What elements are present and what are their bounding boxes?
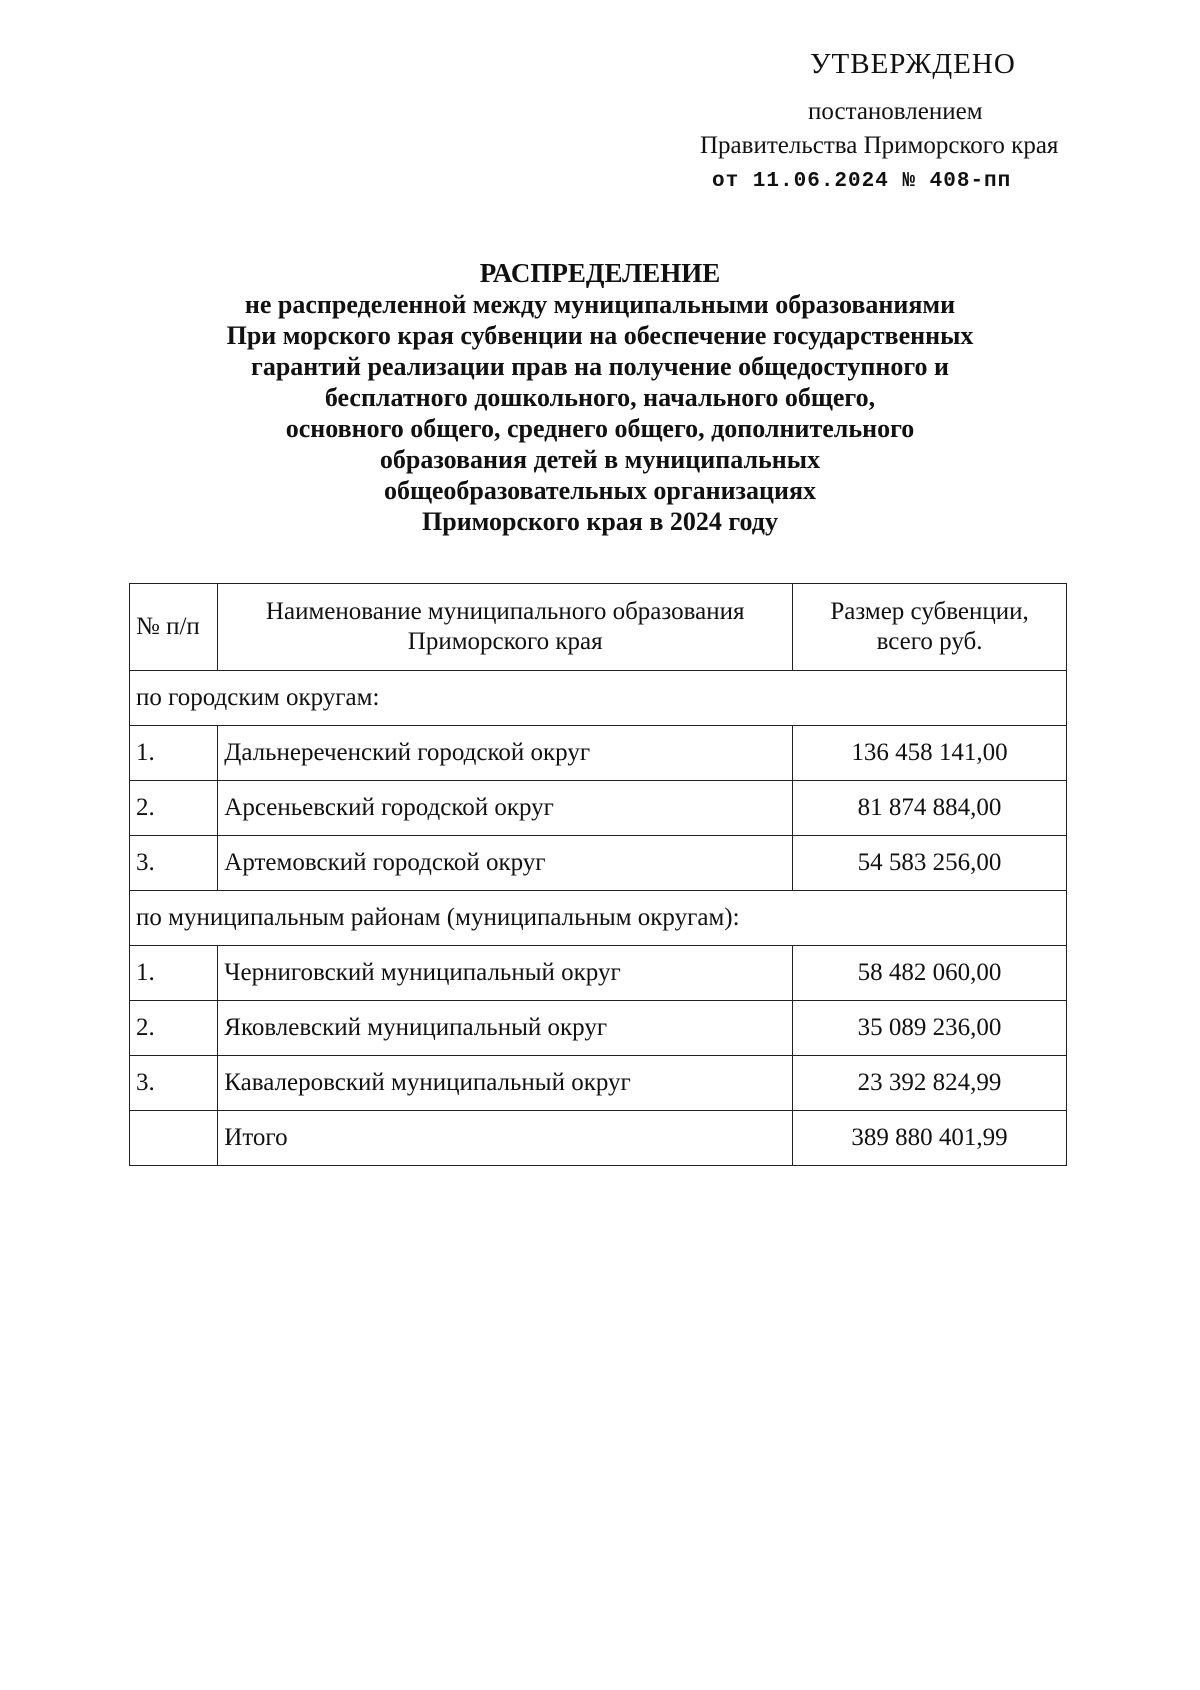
header-amount-line: всего руб.: [876, 628, 983, 655]
header-municipality-name: [218, 584, 793, 671]
row-number: 3.: [130, 1056, 218, 1111]
header-number: № п/п: [130, 584, 218, 671]
title-line: не распределенной между муниципальными образованиями: [244, 290, 956, 319]
section-row-city-districts: [130, 671, 1067, 726]
table-row: [130, 946, 1067, 1001]
title-line: основного общего, среднего общего, дополнительного: [285, 414, 915, 443]
table-row: [130, 1001, 1067, 1056]
table-row: [130, 1056, 1067, 1111]
header-subvention-amount: [793, 584, 1067, 671]
title-line: общеобразовательных организациях: [383, 476, 817, 505]
row-municipality: Арсеньевский городской округ: [218, 781, 793, 836]
row-number: 2.: [130, 781, 218, 836]
total-label: Итого: [218, 1111, 793, 1166]
title-line: Приморского края в 2024 году: [422, 507, 778, 536]
row-number: 3.: [130, 836, 218, 891]
row-number: 1.: [130, 726, 218, 781]
row-municipality: Артемовский городской округ: [218, 836, 793, 891]
row-amount: 58 482 060,00: [793, 946, 1067, 1001]
row-municipality: Дальнереченский городской округ: [218, 726, 793, 781]
header-name-line: Наименование муниципального образования: [265, 598, 745, 625]
row-amount: 35 089 236,00: [793, 1001, 1067, 1056]
approval-decree-label: постановлением: [808, 98, 983, 125]
title-line: бесплатного дошкольного, начального общего,: [324, 383, 876, 412]
distribution-table: [129, 583, 1067, 1166]
section-row-municipal-districts: [130, 891, 1067, 946]
table-row: [130, 726, 1067, 781]
table-row: [130, 781, 1067, 836]
row-amount: 81 874 884,00: [793, 781, 1067, 836]
title-line: При морского края субвенции на обеспечение государственных: [226, 321, 974, 350]
row-municipality: Черниговский муниципальный округ: [218, 946, 793, 1001]
table-header-row: [130, 584, 1067, 671]
row-number: 1.: [130, 946, 218, 1001]
row-amount: 54 583 256,00: [793, 836, 1067, 891]
approved-title: УТВЕРЖДЕНО: [810, 48, 1016, 80]
document-title: [0, 258, 1200, 537]
row-municipality: Кавалеровский муниципальный округ: [218, 1056, 793, 1111]
section-title: по городским округам:: [130, 671, 1067, 726]
document-heading: РАСПРЕДЕЛЕНИЕ: [479, 258, 721, 288]
total-number: [130, 1111, 218, 1166]
title-line: образования детей в муниципальных: [379, 445, 821, 474]
row-number: 2.: [130, 1001, 218, 1056]
header-amount-line: Размер субвенции,: [830, 598, 1029, 625]
table-row: [130, 836, 1067, 891]
approval-government-label: Правительства Приморского края: [700, 132, 1059, 159]
header-name-line: Приморского края: [407, 628, 603, 655]
total-row: [130, 1111, 1067, 1166]
row-municipality: Яковлевский муниципальный округ: [218, 1001, 793, 1056]
total-amount: 389 880 401,99: [793, 1111, 1067, 1166]
row-amount: 136 458 141,00: [793, 726, 1067, 781]
title-line: гарантий реализации прав на получение общедоступного и: [251, 352, 949, 381]
section-title: по муниципальным районам (муниципальным округам):: [130, 891, 1067, 946]
approval-date-number-stamp: от 11.06.2024 № 408-пп: [712, 170, 1012, 193]
row-amount: 23 392 824,99: [793, 1056, 1067, 1111]
